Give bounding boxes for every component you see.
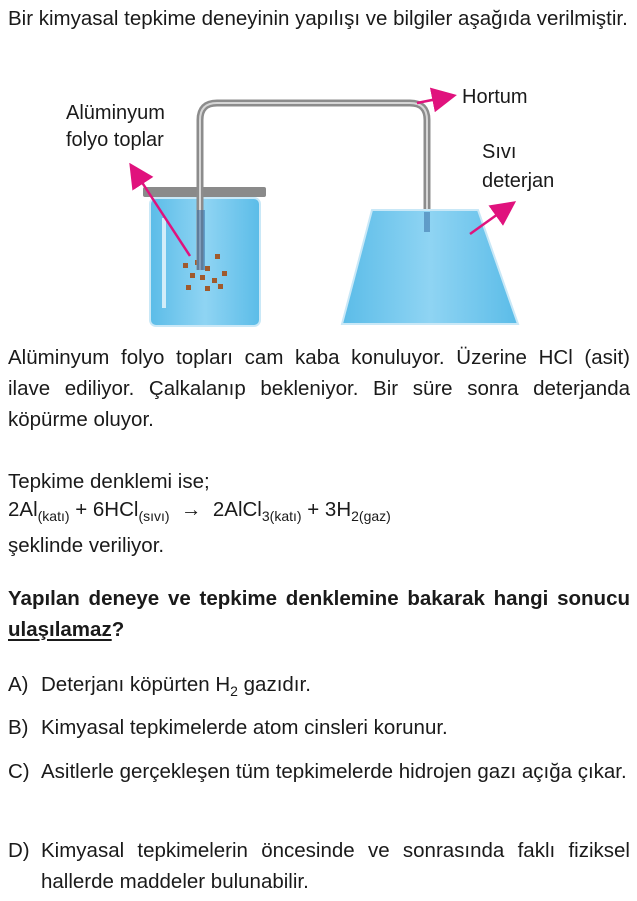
question-underlined: ulaşılamaz <box>8 618 112 641</box>
eq-reactant-1-state: (katı) <box>37 508 70 524</box>
option-a[interactable] <box>8 669 630 700</box>
eq-product-2: + 3H <box>301 498 352 521</box>
eq-product-1-sub: 3(katı) <box>261 508 302 524</box>
experiment-diagram <box>0 70 637 340</box>
equation <box>8 494 391 525</box>
eq-reactant-2: + 6HCl <box>69 498 139 521</box>
label-liquid-line2: deterjan <box>482 170 555 192</box>
question-part2: ? <box>111 618 125 641</box>
option-a-sub: 2 <box>230 683 238 699</box>
question-part1: Yapılan deneye ve tepkime denklemine bakarak hangi sonucu <box>8 587 630 610</box>
option-b-letter: B) <box>8 716 29 739</box>
label-foil-line1: Alüminyum <box>66 102 165 124</box>
label-liquid-line1: Sıvı <box>482 141 517 163</box>
option-a-letter: A) <box>8 673 29 696</box>
conical-flask <box>342 210 518 324</box>
eq-arrow: → <box>169 498 213 521</box>
equation-outro: şeklinde veriliyor. <box>8 534 165 557</box>
body-text: Alüminyum folyo topları cam kaba konuluyor. Üzerine HCl (asit) ilave ediliyor. Çalkalanıp bekleniyor. Bir süre sonra deterjanda köpürme oluyor. <box>8 346 630 431</box>
option-b-text: Kimyasal tepkimelerde atom cinsleri korunur. <box>41 716 448 739</box>
option-a-text: Deterjanı köpürten H <box>41 673 231 696</box>
option-c[interactable] <box>8 756 630 787</box>
arrow-hose <box>417 96 452 103</box>
eq-reactant-1: 2Al <box>8 498 38 521</box>
option-c-text: Asitlerle gerçekleşen tüm tepkimelerde hidrojen gazı açığa çıkar. <box>41 760 627 783</box>
label-hose: Hortum <box>462 86 528 108</box>
intro-text: Bir kimyasal tepkime deneyinin yapılışı ve bilgiler aşağıda verilmiştir. <box>8 7 628 30</box>
option-d-text: Kimyasal tepkimelerin öncesinde ve sonrasında faklı fiziksel hallerde maddeler bulunabilir. <box>41 839 630 893</box>
eq-product-1: 2AlCl <box>212 498 262 521</box>
option-a-tail: gazıdır. <box>237 673 311 696</box>
label-foil-line2: folyo toplar <box>66 129 164 151</box>
eq-product-2-sub: 2(gaz) <box>351 508 391 524</box>
eq-reactant-2-state: (sıvı) <box>138 508 170 524</box>
question-text <box>8 583 630 645</box>
option-c-letter: C) <box>8 760 30 783</box>
option-d[interactable] <box>8 835 630 897</box>
option-b[interactable] <box>8 712 630 743</box>
equation-intro: Tepkime denklemi ise; <box>8 470 210 493</box>
option-d-letter: D) <box>8 839 30 862</box>
